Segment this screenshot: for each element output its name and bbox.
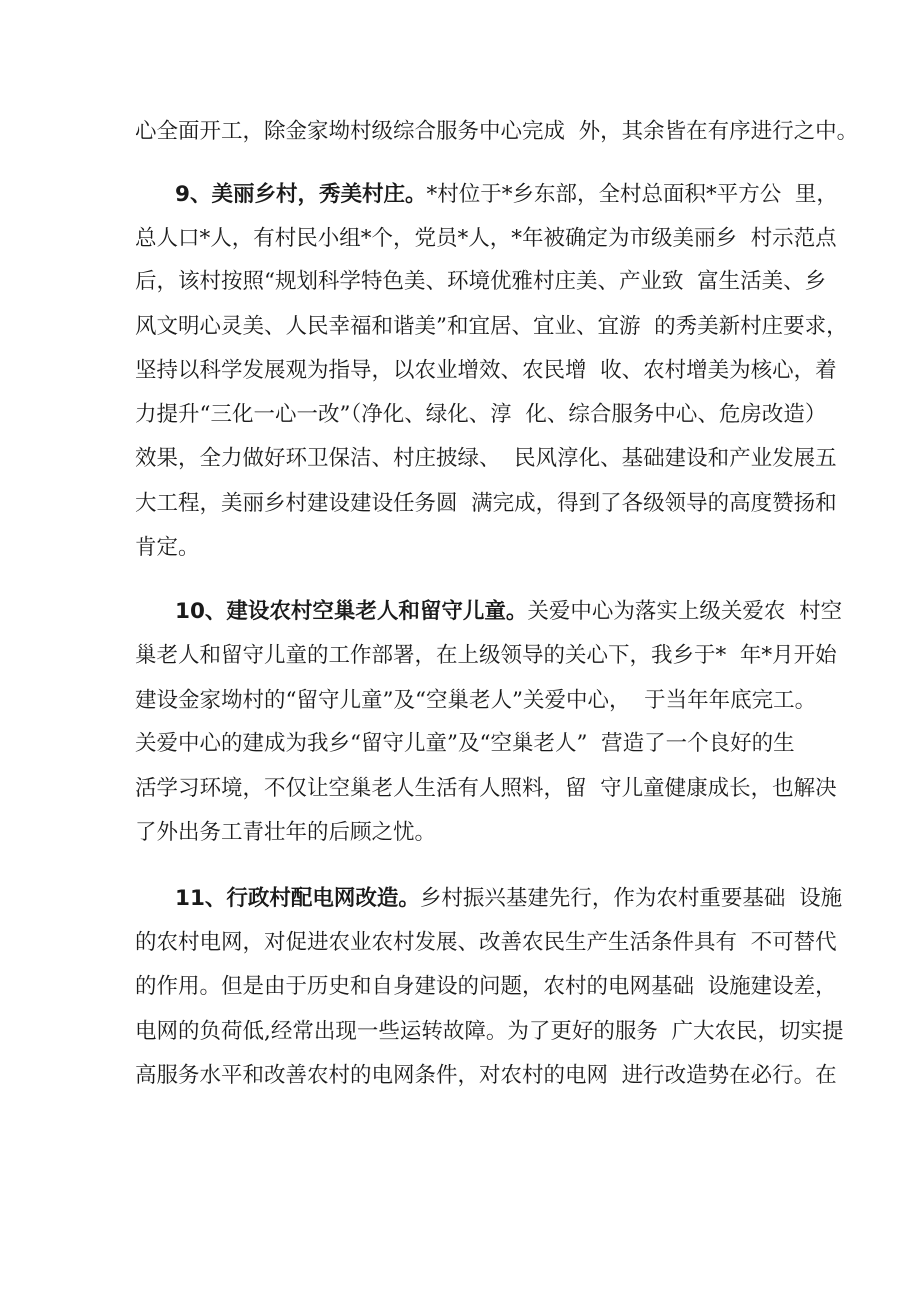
- text-line: 巢老人和留守儿童的工作部署，在上级领导的关心下，我乡于* 年*月开始: [135, 643, 837, 668]
- text-line: 高服务水平和改善农村的电网条件，对农村的电网 进行改造势在必行。在: [135, 1063, 837, 1088]
- paragraph-9-first-line: [175, 180, 838, 210]
- text-line: 大工程，美丽乡村建设建设任务圆 满完成，得到了各级领导的高度赞扬和: [135, 491, 837, 516]
- text-line: 后，该村按照“规划科学特色美、环境优雅村庄美、产业致 富生活美、乡: [135, 269, 827, 294]
- text-line: 总人口*人，有村民小组*个，党员*人，*年被确定为市级美丽乡 村示范点: [135, 226, 837, 251]
- text-line: 的作用。但是由于历史和自身建设的问题，农村的电网基础 设施建设差，: [135, 974, 837, 999]
- paragraph-text: 关爱中心为落实上级关爱农 村空: [527, 599, 843, 624]
- text-line: 建设金家坳村的“留守儿童”及“空巢老人”关爱中心， 于当年年底完工。: [135, 688, 817, 713]
- paragraph-text: *村位于*乡东部，全村总面积*平方公 里，: [426, 182, 838, 207]
- text-line: 电网的负荷低,经常出现一些运转故障。为了更好的服务 广大农民，切实提: [135, 1019, 844, 1044]
- paragraph-10-first-line: [175, 597, 842, 627]
- paragraph-11-first-line: [175, 884, 842, 914]
- paragraph-heading: 11、行政村配电网改造。: [175, 886, 420, 911]
- text-line: 关爱中心的建成为我乡“留守儿童”及“空巢老人” 营造了一个良好的生: [135, 731, 795, 756]
- paragraph-text: 乡村振兴基建先行，作为农村重要基础 设施: [419, 886, 843, 911]
- text-line: 了外出务工青壮年的后顾之忧。: [135, 820, 437, 845]
- paragraph-heading: 9、美丽乡村，秀美村庄。: [175, 182, 427, 207]
- text-line: 的农村电网，对促进农业农村发展、改善农民生产生活条件具有 不可替代: [135, 930, 837, 955]
- text-line: 坚持以科学发展观为指导，以农业增效、农民增 收、农村增美为核心，着: [135, 358, 837, 383]
- text-line: 心全面开工，除金家坳村级综合服务中心完成 外，其余皆在有序进行之中。: [135, 119, 859, 144]
- text-line: 风文明心灵美、人民幸福和谐美”和宜居、宜业、宜游 的秀美新村庄要求，: [135, 314, 848, 339]
- text-line: 效果，全力做好环卫保洁、村庄披绿、 民风淳化、基础建设和产业发展五: [135, 446, 837, 471]
- paragraph-heading: 10、建设农村空巢老人和留守儿童。: [175, 599, 528, 624]
- text-line: 活学习环境，不仅让空巢老人生活有人照料，留 守儿童健康成长，也解决: [135, 776, 837, 801]
- text-line: 力提升“三化一心一改”（净化、绿化、淳 化、综合服务中心、危房改造）: [135, 402, 827, 427]
- text-line: 肯定。: [135, 535, 200, 560]
